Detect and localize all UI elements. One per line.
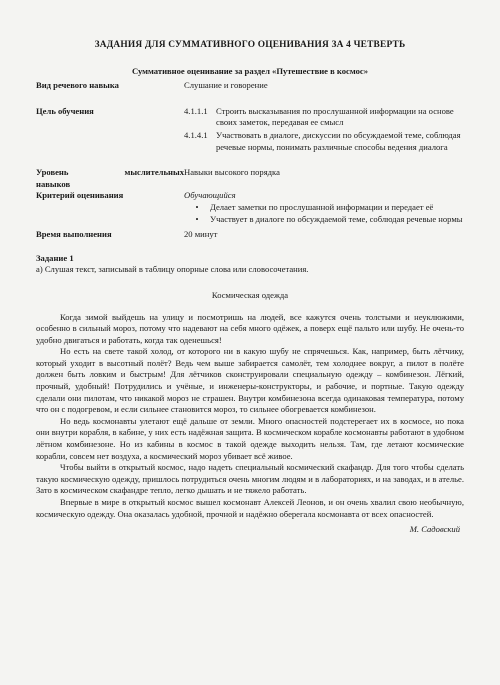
text-paragraph: Чтобы выйти в открытый космос, надо надеть специальный космический скафандр. Для того чтобы сделать такую космическую одежду, пришлось потрудиться очень многим людям и в лабораториях, и на заводах, и в ателье. Зато в космическом скафандре тепло, легко дышать и не тяжело работать. xyxy=(36,462,464,496)
time-value: 20 минут xyxy=(184,229,218,240)
goal-text: Строить высказывания по прослушанной информации на основе своих заметок, передавая ее смысл xyxy=(216,105,454,128)
skill-value: Слушание и говорение xyxy=(184,80,268,91)
level-row xyxy=(36,167,464,190)
bullet-icon: • xyxy=(195,213,199,224)
skill-row xyxy=(36,80,464,92)
time-label: Время выполнения xyxy=(36,229,112,240)
task-heading: Задание 1 xyxy=(36,252,74,263)
goal-label: Цель обучения xyxy=(36,105,94,116)
time-row xyxy=(36,229,464,241)
criteria-list xyxy=(184,190,464,225)
goal-row xyxy=(36,106,464,153)
text-title: Космическая одежда xyxy=(211,289,289,300)
task-block xyxy=(36,253,464,276)
section-subtitle: Суммативное оценивание за раздел «Путешествие в космос» xyxy=(131,65,369,76)
criteria-item: • Участвует в диалоге по обсуждаемой теме, соблюдая речевые нормы xyxy=(184,214,464,226)
page-title: ЗАДАНИЯ ДЛЯ СУММАТИВНОГО ОЦЕНИВАНИЯ ЗА 4 ЧЕТВЕРТЬ xyxy=(94,40,406,50)
text-author: М. Садовский xyxy=(409,524,460,535)
skill-label: Вид речевого навыка xyxy=(36,80,119,91)
criteria-intro: Обучающийся xyxy=(184,190,236,201)
goal-text: Участвовать в диалоге, дискуссии по обсуждаемой теме, соблюдая речевые нормы, понимать различные способы ведения диалога xyxy=(216,129,461,152)
level-value: Навыки высокого порядка xyxy=(184,167,280,178)
goal-number: 4.1.4.1 xyxy=(184,129,208,140)
goal-number: 4.1.1.1 xyxy=(184,105,208,116)
text-paragraph: Но ведь космонавты улетают ещё дальше от земли. Много опасностей подстерегает их в космосе, но пока они внутри корабля, в кабине, у них есть надёжная защита. В космическом корабле космонавты работают в удобном лётном комбинезоне. Но из кабины в космос в такой одежде выходить нельзя. Там, где летают космические корабли, совсем нет воздуха, а космический мороз убивает всё живое. xyxy=(36,415,464,461)
text-paragraph: Но есть на свете такой холод, от которого ни в какую шубу не спрячешься. Как, например, быть лётчику, который уходит в высотный полёт? Ведь чем выше забирается самолёт, тем холоднее вокруг, а пилот в полёте должен быть ловким и быстрым! Для лётчиков сконструировали специальную одежду – комбинезон. Лёгкий, прочный, удобный! Потрудились и учёные, и инженеры-конструкторы, и рабочие, и портные. Такую одежду сделали они пилотам, что никакой мороз не страшен. Внутри комбинезона всегда одинаковая температура, потому что он с подогревом, и если сильнее становится мороз, то сильнее обогревается комбинезон. xyxy=(36,346,464,415)
text-paragraph: Когда зимой выйдешь на улицу и посмотришь на людей, все кажутся очень толстыми и неуклюжими, особенно в сильный мороз, потому что надевают на себя много одёжек, а поверх ещё пальто или шубу. Не очень-то удобно двигаться и работать, когда так оденешься! xyxy=(36,311,464,345)
bullet-icon: • xyxy=(195,201,199,212)
text-paragraph: Впервые в мире в открытый космос вышел космонавт Алексей Леонов, и он очень хвалил свою необычную, космическую одежду. Она оказалась удобной, прочной и надёжно оберегала космонавта от всех опасностей. xyxy=(36,497,464,519)
level-label: Уровень мыслительных навыков xyxy=(36,167,184,189)
goal-item xyxy=(184,106,464,129)
goal-item xyxy=(184,130,464,153)
criteria-label: Критерий оценивания xyxy=(36,190,124,201)
task-instruction: а) Слушая текст, записывай в таблицу опорные слова или словосочетания. xyxy=(36,264,309,275)
goal-list xyxy=(184,106,464,153)
criteria-row xyxy=(36,190,464,225)
criteria-item: • Делает заметки по прослушанной информации и передает её xyxy=(184,202,464,214)
